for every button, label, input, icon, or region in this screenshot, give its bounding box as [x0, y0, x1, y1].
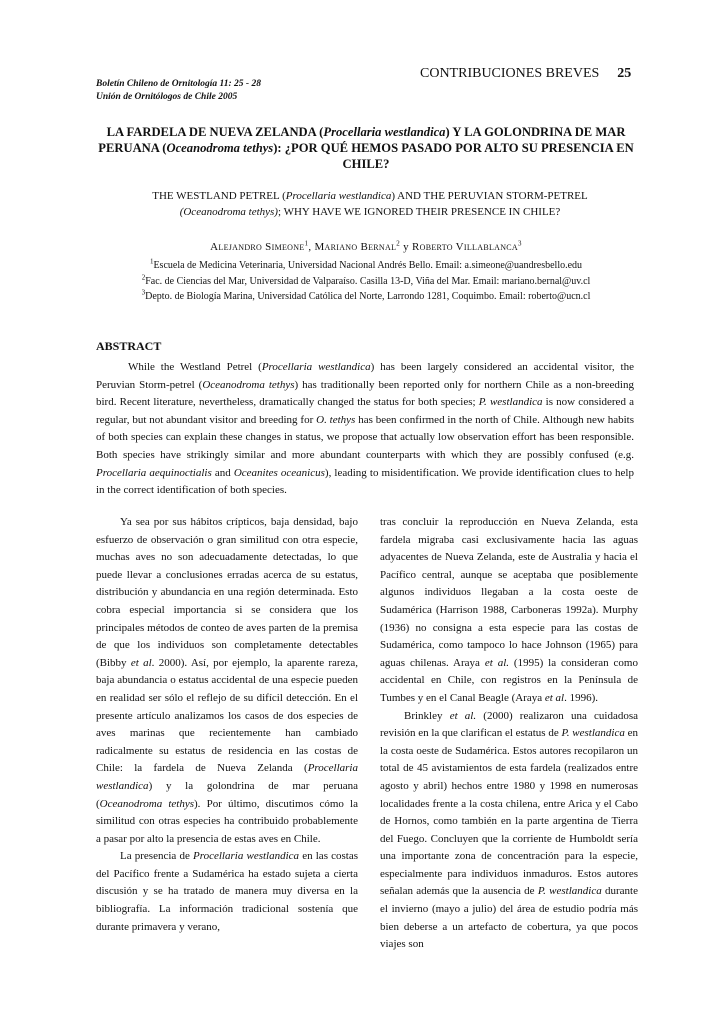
- title-spanish: LA FARDELA DE NUEVA ZELANDA (Procellaria westlandica) Y LA GOLONDRINA DE MAR PERUANA (Oceanodroma tethys): ¿POR QUÉ HEMOS PASADO POR ALTO SU PRESENCIA EN CHILE?: [98, 125, 634, 171]
- species-name: Procellaria westlandica: [323, 125, 446, 139]
- abstract-heading: ABSTRACT: [96, 339, 162, 353]
- section-name: CONTRIBUCIONES BREVES: [420, 66, 600, 81]
- author-name: Roberto Villablanca: [412, 241, 519, 253]
- species-name: (Oceanodroma tethys): [179, 206, 278, 218]
- affiliations: [96, 258, 636, 305]
- author-list: Alejandro Simeone$^1$, Mariano Bernal$^2$ y Roberto Villablanca$^3$: [210, 239, 522, 253]
- journal-line-1: Boletín Chileno de Ornitología 11: 25 - 28: [96, 79, 261, 89]
- affiliation: $^1$Escuela de Medicina Veterinaria, Universidad Nacional Andrés Bello. Email: a.simeone@uandresbello.edu: [149, 257, 583, 271]
- journal-line-2: Unión de Ornitólogos de Chile 2005: [96, 92, 238, 102]
- body-paragraph: La presencia de Procellaria westlandica en las costas del Pacífico frente a Sudamérica ha estado sujeta a cierta discusión y se ha tratado de manera muy diversa en la bibliografía. La información tradicional sostenía que durante primavera y verano,: [96, 850, 359, 933]
- author-name: Alejandro Simeone: [210, 241, 305, 253]
- title-english: THE WESTLAND PETREL (Procellaria westlandica) AND THE PERUVIAN STORM-PETREL (Oceanodroma tethys); WHY HAVE WE IGNORED THEIR PRESENCE IN CHILE?: [152, 190, 588, 218]
- body-paragraph: Brinkley et al. (2000) realizaron una cuidadosa revisión en la que clarifican el estatus de P. westlandica en la costa oeste de Sudamérica. Estos autores recopilaron un total de 45 avistamientos de esta fardela (realizados entre agosto y abril) hechos entre 1980 y 1998 en numerosas localidades frente a la costa chilena, entre Arica y el Cabo de Hornos, como también en la parte argentina de Tierra del Fuego. Concluyen que la corriente de Humboldt sería una importante zona de concentración para la especie, especialmente para individuos inmaduros. Estos autores señalan además que la ausencia de P. westlandica durante el invierno (mayo a julio) del área de estudio podría más bien deberse a un artefacto de cobertura, ya que pocos viajes son: [380, 709, 639, 951]
- affiliation: $^2$Fac. de Ciencias del Mar, Universidad de Valparaíso. Casilla 13-D, Viña del Mar. Email: mariano.bernal@uv.cl: [141, 273, 591, 287]
- running-header: [420, 66, 631, 82]
- abstract-paragraph: While the Westland Petrel (Procellaria westlandica) has been largely considered an accidental visitor, the Peruvian Storm-petrel (Oceanodroma tethys) has traditionally been reported only for northern Chile as a non-breeding bird. Recent literature, nevertheless, dramatically changed the status for both species; P. westlandica is now considered a regular, but not abundant visitor and breeding for O. tethys has been confirmed in the north of Chile. Although new habits of both species can explain these changes in status, we propose that actually low observation effort has been responsible. Both species have strikingly similar and more abundant counterparts with which they are possibly confused (e.g. Procellaria aequinoctialis and Oceanites oceanicus), leading to misidentification. We provide identification clues to help in the correct identification of both species.: [96, 361, 634, 497]
- body-column-left: [96, 514, 358, 936]
- author-name: Mariano Bernal: [314, 241, 397, 253]
- body-column-right: [380, 514, 638, 954]
- species-name: Procellaria westlandica: [285, 190, 392, 202]
- species-name: Oceanodroma tethys: [166, 141, 274, 155]
- body-paragraph: Ya sea por sus hábitos crípticos, baja densidad, bajo esfuerzo de observación o gran similitud con otra especie, muchas aves no son adecuadamente detectadas, lo que puede llevar a conclusiones erradas acerca de su estatus, distribución y abundancia en una región determinada. Esto cobra especial importancia si se considera que los principales métodos de conteo de aves parten de la premisa de que los individuos son completamente detectables (Bibby et al. 2000). Así, por ejemplo, la aparente rareza, baja abundancia o estatus accidental de una especie pueden en realidad ser sólo el reflejo de su difícil detección. En el presente artículo analizamos los casos de dos especies de aves marinas que recientemente han cambiado radicalmente su estatus de residencia en las costas de Chile: la fardela de Nueva Zelanda (Procellaria westlandica) y la golondrina de mar peruana (Oceanodroma tethys). Por último, discutimos cómo la similitud con otras especies ha contribuido probablemente a pasar por alto la presencia de estas aves en Chile.: [96, 516, 358, 845]
- journal-citation: [96, 78, 261, 104]
- body-paragraph: tras concluir la reproducción en Nueva Zelanda, esta fardela migraba casi exclusivamente hacia las aguas adyacentes de Nueva Zelanda, este de Australia y hacia el Pacífico central, aunque se aceptaba que posiblemente algunos individuos llegaban a la costa oeste de Sudamérica (Harrison 1988, Carboneras 1992a). Murphy (1936) no consigna a esta especie para las costas de Sudamérica, como tampoco lo hace Johnson (1965) para aguas chilenas. Araya et al. (1995) la consideran como accidental en Chile, con registros en la Península de Tumbes y en el Canal Beagle (Araya et al. 1996).: [380, 516, 638, 704]
- affiliation: $^3$Depto. de Biología Marina, Universidad Católica del Norte, Larrondo 1281, Coquimbo. Email: roberto@ucn.cl: [141, 288, 591, 302]
- abstract-body: [96, 359, 634, 500]
- page-number: 25: [617, 66, 632, 81]
